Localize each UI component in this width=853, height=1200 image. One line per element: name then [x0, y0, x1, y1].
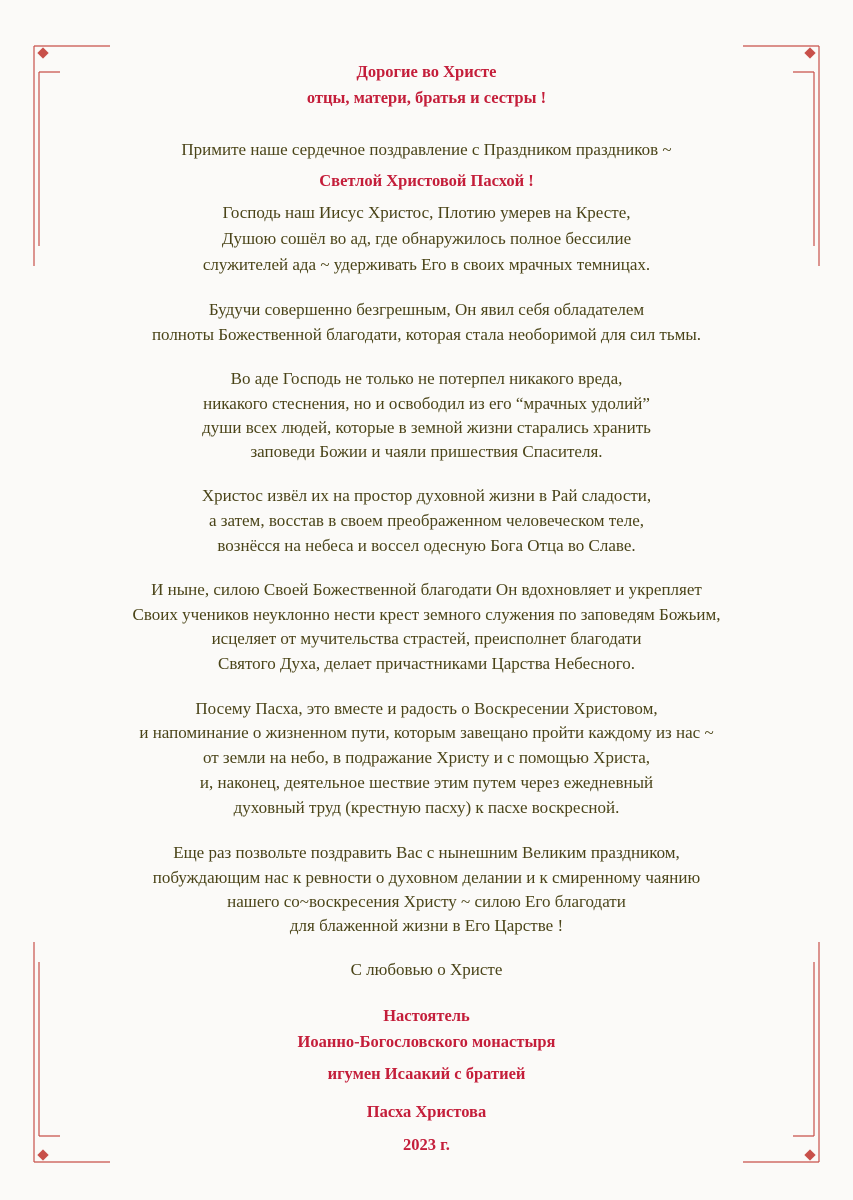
paragraph-line: служителей ада ~ удерживать Его в своих мрачных темницах. — [202, 255, 651, 274]
paragraph-line: Господь наш Иисус Христос, Плотию умерев на Кресте, — [222, 203, 631, 222]
paragraph-line: духовный труд (крестную пасху) к пасхе воскресной. — [233, 798, 620, 817]
footer-year: 2023 г. — [403, 1135, 450, 1154]
paragraph-line: и напоминание о жизненном пути, которым завещано пройти каждому из нас ~ — [139, 723, 714, 742]
paragraph-line: никакого стеснения, но и освободил из его “мрачных удолий” — [203, 394, 650, 413]
feast-title: Светлой Христовой Пасхой ! — [319, 171, 534, 190]
paragraph-line: а затем, восстав в своем преображенном человеческом теле, — [208, 511, 645, 530]
paragraph-line: И ныне, силою Своей Божественной благодати Он вдохновляет и укрепляет — [151, 580, 702, 599]
paragraph-line: Во аде Господь не только не потерпел никакого вреда, — [230, 369, 623, 388]
signature-title: Настоятель — [383, 1006, 470, 1025]
paragraph-line: Еще раз позвольте поздравить Вас с нынешним Великим праздником, — [173, 843, 680, 862]
paragraph-line: Христос извёл их на простор духовной жизни в Рай сладости, — [201, 486, 652, 505]
paragraph-line: вознёсся на небеса и воссел одесную Бога Отца во Славе. — [217, 536, 636, 555]
paragraph-line: Посему Пасха, это вместе и радость о Воскресении Христовом, — [195, 699, 658, 718]
footer-title: Пасха Христова — [366, 1102, 487, 1121]
paragraph-line: души всех людей, которые в земной жизни старались хранить — [202, 418, 651, 437]
signature-monastery: Иоанно-Богословского монастыря — [297, 1032, 556, 1051]
greeting-line-2: отцы, матери, братья и сестры ! — [306, 88, 547, 107]
paragraph-line: нашего со~воскресения Христу ~ силою Его благодати — [227, 892, 626, 911]
paragraph-line: Своих учеников неуклонно нести крест земного служения по заповедям Божьим, — [132, 605, 721, 624]
intro-line: Примите наше сердечное поздравление с Праздником праздников ~ — [181, 140, 672, 159]
paragraph-line: и, наконец, деятельное шествие этим путем через ежедневный — [199, 773, 654, 792]
paragraph-line: Душою сошёл во ад, где обнаружилось полное бессилие — [221, 229, 632, 248]
paragraph-line: побуждающим нас к ревности о духовном делании и к смиренному чаянию — [152, 868, 701, 887]
paragraph-line: Будучи совершенно безгрешным, Он явил себя обладателем — [208, 300, 645, 319]
paragraph-line: заповеди Божии и чаяли пришествия Спасителя. — [250, 442, 603, 461]
paragraph-line: от земли на небо, в подражание Христу и с помощью Христа, — [202, 748, 651, 767]
paragraph-line: Святого Духа, делает причастниками Царства Небесного. — [218, 654, 635, 673]
greeting-line-1: Дорогие во Христе — [356, 62, 497, 81]
closing-line: С любовью о Христе — [350, 960, 503, 979]
paragraph-line: для блаженной жизни в Его Царстве ! — [289, 916, 564, 935]
paragraph-line: исцеляет от мучительства страстей, преисполнет благодати — [211, 629, 642, 648]
paragraph-line: полноты Божественной благодати, которая стала необоримой для сил тьмы. — [151, 325, 702, 344]
signature-name: игумен Исаакий с братией — [327, 1064, 526, 1083]
